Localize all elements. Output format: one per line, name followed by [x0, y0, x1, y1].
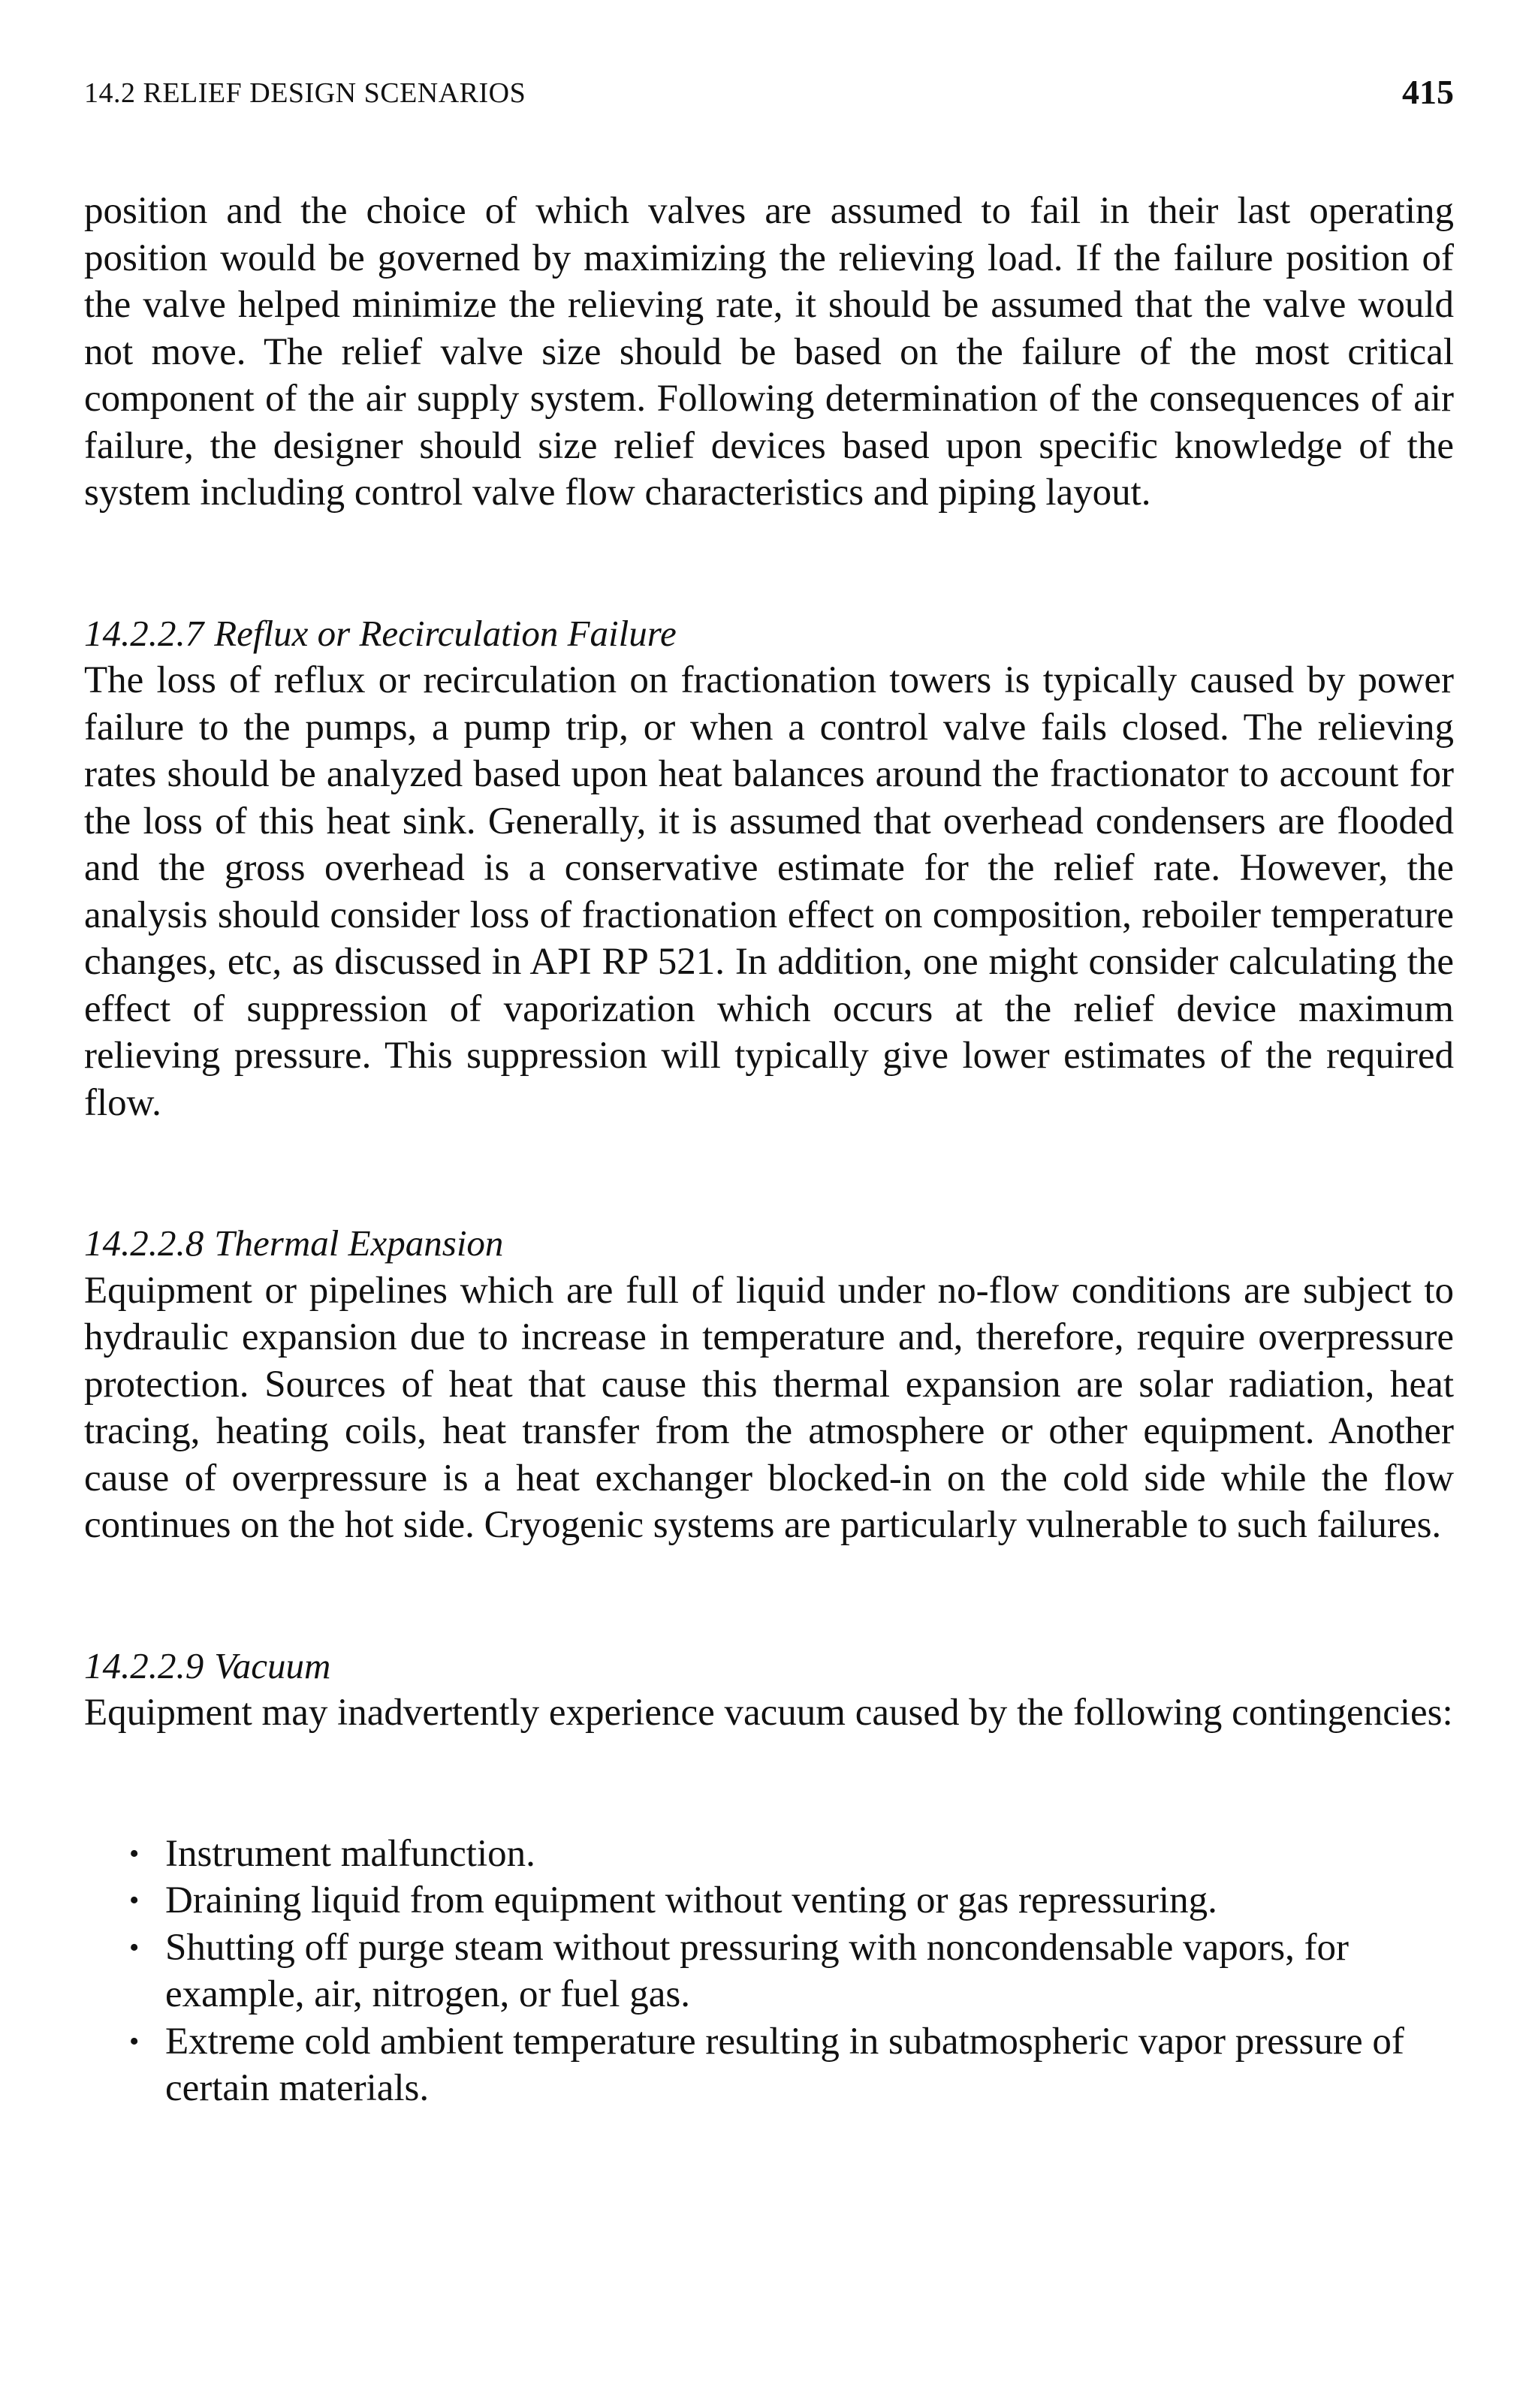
section-reflux-failure: [84, 610, 1454, 1127]
page-body: [84, 188, 1454, 2112]
vacuum-contingency-list: [84, 1831, 1454, 2112]
section-heading: [84, 610, 1454, 658]
opening-paragraph: position and the choice of which valves are assumed to fail in their last operating position would be governed by maximizing the relieving load. If the failure position of the valve helped minimize the relieving rate, it should be assumed that the valve would not move. The relief valve size should be based on the failure of the most critical component of the air supply system. Following determination of the consequences of air failure, the designer should size relief devices based upon specific knowledge of the system including control valve flow characteristics and piping layout.: [84, 190, 1454, 514]
bullet-icon: •: [129, 1837, 140, 1870]
section-paragraph: Equipment may inadvertently experience vacuum caused by the following contingencies:: [84, 1692, 1453, 1734]
list-item: [84, 1924, 1454, 2018]
section-number: 14.2.2.8: [84, 1222, 204, 1264]
section-title: Thermal Expansion: [214, 1222, 504, 1264]
bullet-icon: •: [129, 2025, 140, 2057]
list-item: [84, 2018, 1454, 2112]
page-number: 415: [1402, 73, 1454, 111]
list-item: [84, 1831, 1454, 1878]
section-vacuum: [84, 1643, 1454, 2112]
section-title: Reflux or Recirculation Failure: [214, 612, 677, 654]
bullet-icon: •: [129, 1885, 140, 1916]
section-heading: [84, 1220, 1454, 1267]
section-paragraph: The loss of reflux or recirculation on fractionation towers is typically caused by power failure to the pumps, a pump trip, or when a control valve fails closed. The relieving rates should be analyzed based upon heat balances around the fractionator to account for the loss of this heat sink. Generally, it is assumed that overhead condensers are flooded and the gross overhead is a conservative estimate for the relief rate. However, the analysis should consider loss of fractionation effect on composition, reboiler temperature changes, etc, as discussed in API RP 521. In addition, one might consider calculating the effect of suppression of vaporization which occurs at the relief device maximum relieving pressure. This suppression will typically give lower estimates of the required flow.: [84, 659, 1454, 1124]
section-number: 14.2.2.7: [84, 612, 204, 654]
section-heading: [84, 1643, 1454, 1690]
section-thermal-expansion: [84, 1220, 1454, 1549]
list-item-text: Instrument malfunction.: [165, 1832, 535, 1875]
running-head: [84, 72, 1454, 117]
section-paragraph: Equipment or pipelines which are full of liquid under no-flow conditions are subject to hydraulic expansion due to increase in temperature and, therefore, require overpressure protection. Sources of heat that cause this thermal expansion are solar radiation, heat tracing, heating coils, heat transfer from the atmosphere or other equipment. Another cause of overpressure is a heat exchanger blocked-in on the cold side while the flow continues on the hot side. Cryogenic systems are particularly vulnerable to such failures.: [84, 1269, 1454, 1546]
list-item-text: Shutting off purge steam without pressuring with noncondensable vapors, for example, air, nitrogen, or fuel gas.: [165, 1926, 1350, 2015]
bullet-icon: •: [129, 1931, 140, 1963]
section-title: Vacuum: [214, 1644, 331, 1686]
running-head-title: 14.2 RELIEF DESIGN SCENARIOS: [84, 77, 526, 109]
list-item-text: Draining liquid from equipment without venting or gas repressuring.: [165, 1879, 1217, 1921]
section-number: 14.2.2.9: [84, 1644, 204, 1686]
list-item: [84, 1877, 1454, 1924]
list-item-text: Extreme cold ambient temperature resulting in subatmospheric vapor pressure of certain materials.: [165, 2020, 1404, 2109]
